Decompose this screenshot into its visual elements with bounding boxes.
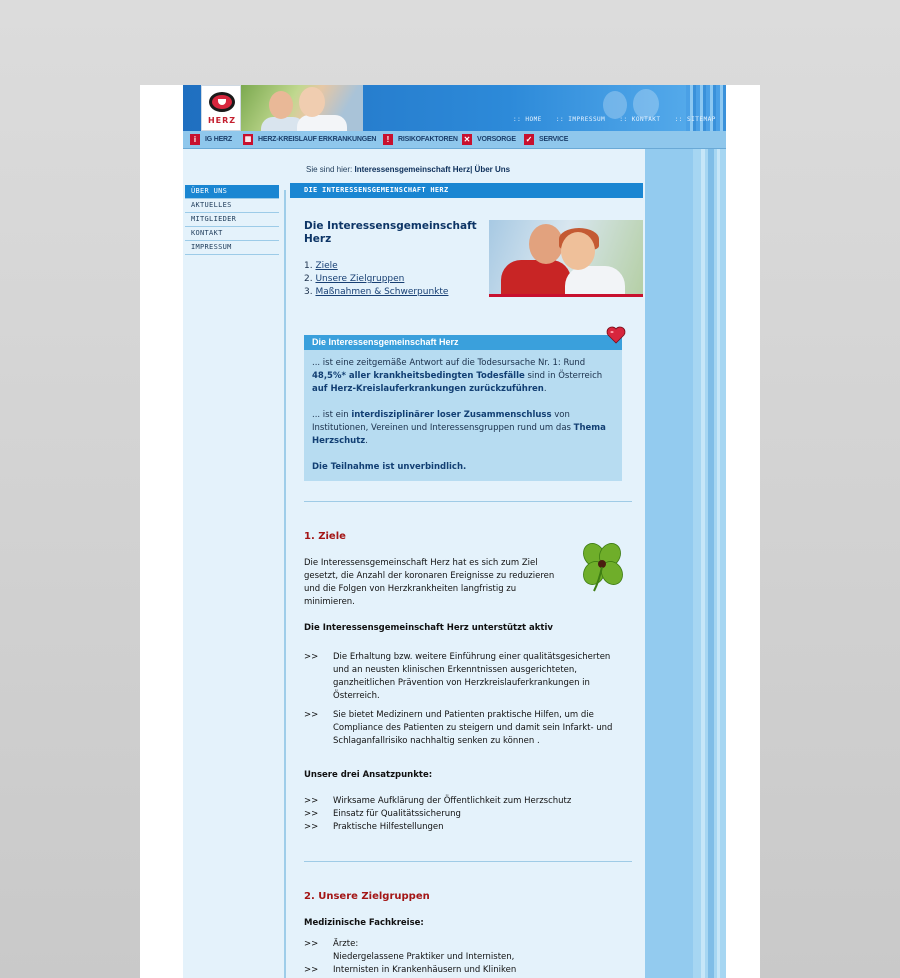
list-item: >> Einsatz für Qualitätssicherung: [304, 809, 461, 819]
top-nav-home[interactable]: :: HOME: [513, 116, 542, 123]
main-nav-service[interactable]: ✓ SERVICE: [525, 135, 569, 144]
top-nav-impressum[interactable]: :: IMPRESSUM: [555, 116, 606, 123]
ansatz-heading: Unsere drei Ansatzpunkte:: [304, 770, 433, 780]
grid-icon: ▦: [244, 136, 252, 143]
list-item: >> Sie bietet Medizinern und Patienten praktische Hilfen, um die Compliance des Patienten zu steigern und damit sein Infarkt- und Schlaganfallrisiko nachhaltig senken zu können .: [304, 710, 613, 746]
list-item: >> Internisten in Krankenhäusern und Kliniken: [304, 965, 517, 975]
info-box-body: ... ist eine zeitgemäße Antwort auf die Todesursache Nr. 1: Rund 48,5%* aller krankheitsbedingten Todesfälle sind in Österreich auf Herz-Kreislauferkrankungen zurückzuführen. ... ist ein interdisziplinärer loser Zusammenschluss von Institutionen, Vereinen und Interessensgruppen rund um das Thema Herzschutz. Die Teilnahme ist unverbindlich.: [312, 358, 606, 472]
section-bar: DIE INTERESSENSGEMEINSCHAFT HERZ: [290, 183, 643, 198]
list-item: >> Die Erhaltung bzw. weitere Einführung einer qualitätsgesicherten und an neusten klinischen Erkenntnissen ausgerichteten, ganzheitlichen Prävention von Herzkreislauferkrankungen in Österreich.: [304, 652, 611, 701]
sidebar-nav: [185, 185, 279, 255]
toc-link-massnahmen[interactable]: Maßnahmen & Schwerpunkte: [315, 287, 449, 297]
main-nav-risikofaktoren[interactable]: ! RISIKOFAKTOREN: [383, 134, 458, 146]
heart-eye-icon: [209, 92, 235, 112]
ziele-intro: Die Interessensgemeinschaft Herz hat es sich zum Ziel gesetzt, die Anzahl der koronaren Ereignisse zu reduzieren und die Folgen von Herzkrankheiten langfristig zu minimieren.: [304, 558, 555, 607]
ziele-support-heading: Die Interessensgemeinschaft Herz unterstützt aktiv: [304, 623, 553, 633]
info-box-heading: Die Interessensgemeinschaft Herz: [304, 335, 622, 350]
divider: [304, 501, 632, 502]
top-nav: [513, 116, 716, 126]
main-nav-vorsorge[interactable]: ✕ VORSORGE: [463, 135, 516, 144]
info-icon: i: [190, 134, 200, 145]
sidebar-divider: [284, 190, 286, 978]
heading-ziele: 1. Ziele: [304, 531, 346, 542]
table-of-contents: 1. Ziele 2. Unsere Zielgruppen 3. Maßnahmen & Schwerpunkte: [304, 261, 449, 297]
toc-link-zielgruppen[interactable]: Unsere Zielgruppen: [315, 274, 405, 284]
top-nav-kontakt[interactable]: :: KONTAKT: [619, 116, 661, 123]
list-item: >> Wirksame Aufklärung der Öffentlichkeit zum Herzschutz: [304, 796, 572, 806]
toc-link-ziele[interactable]: Ziele: [315, 261, 338, 271]
breadcrumb-path[interactable]: Interessensgemeinschaft Herz| Über Uns: [354, 165, 511, 174]
couple-photo: [489, 220, 643, 297]
heart-icon: [606, 326, 626, 344]
heading-zielgruppen: 2. Unsere Zielgruppen: [304, 891, 430, 902]
check-icon: ✓: [525, 135, 533, 144]
four-leaf-clover-icon: [572, 537, 632, 597]
page-title: Die Interessensgemeinschaft Herz: [304, 220, 477, 245]
x-icon: ✕: [463, 135, 471, 144]
website: [183, 85, 726, 978]
page-sheet: [140, 85, 760, 978]
sidebar-item-impressum[interactable]: IMPRESSUM: [185, 241, 279, 255]
right-decor-column: [645, 149, 726, 978]
sidebar-item-kontakt[interactable]: KONTAKT: [185, 227, 279, 241]
divider: [304, 861, 632, 862]
main-nav: [183, 131, 726, 149]
header-photo: [241, 85, 363, 131]
sidebar-item-aktuelles[interactable]: AKTUELLES: [185, 199, 279, 213]
list-item: >> Ärzte: Niedergelassene Praktiker und Internisten,: [304, 939, 515, 962]
sidebar-item-mitglieder[interactable]: MITGLIEDER: [185, 213, 279, 227]
logo-text: HERZ: [207, 116, 237, 125]
breadcrumb: Sie sind hier: Interessensgemeinschaft Herz| Über Uns: [306, 165, 511, 174]
info-box: [304, 335, 622, 481]
exclamation-icon: !: [383, 134, 393, 145]
sidebar-item-ueber-uns[interactable]: ÜBER UNS: [185, 185, 279, 199]
site-header: [183, 85, 726, 131]
zielgruppen-sub: Medizinische Fachkreise:: [304, 918, 424, 928]
site-logo[interactable]: [201, 85, 241, 131]
top-nav-sitemap[interactable]: :: SITEMAP: [674, 116, 716, 123]
main-nav-herz-kreislauf[interactable]: ▦ HERZ-KREISLAUF ERKRANKUNGEN: [244, 136, 377, 144]
main-nav-ig-herz[interactable]: i IG HERZ: [190, 134, 232, 146]
list-item: >> Praktische Hilfestellungen: [304, 822, 444, 832]
